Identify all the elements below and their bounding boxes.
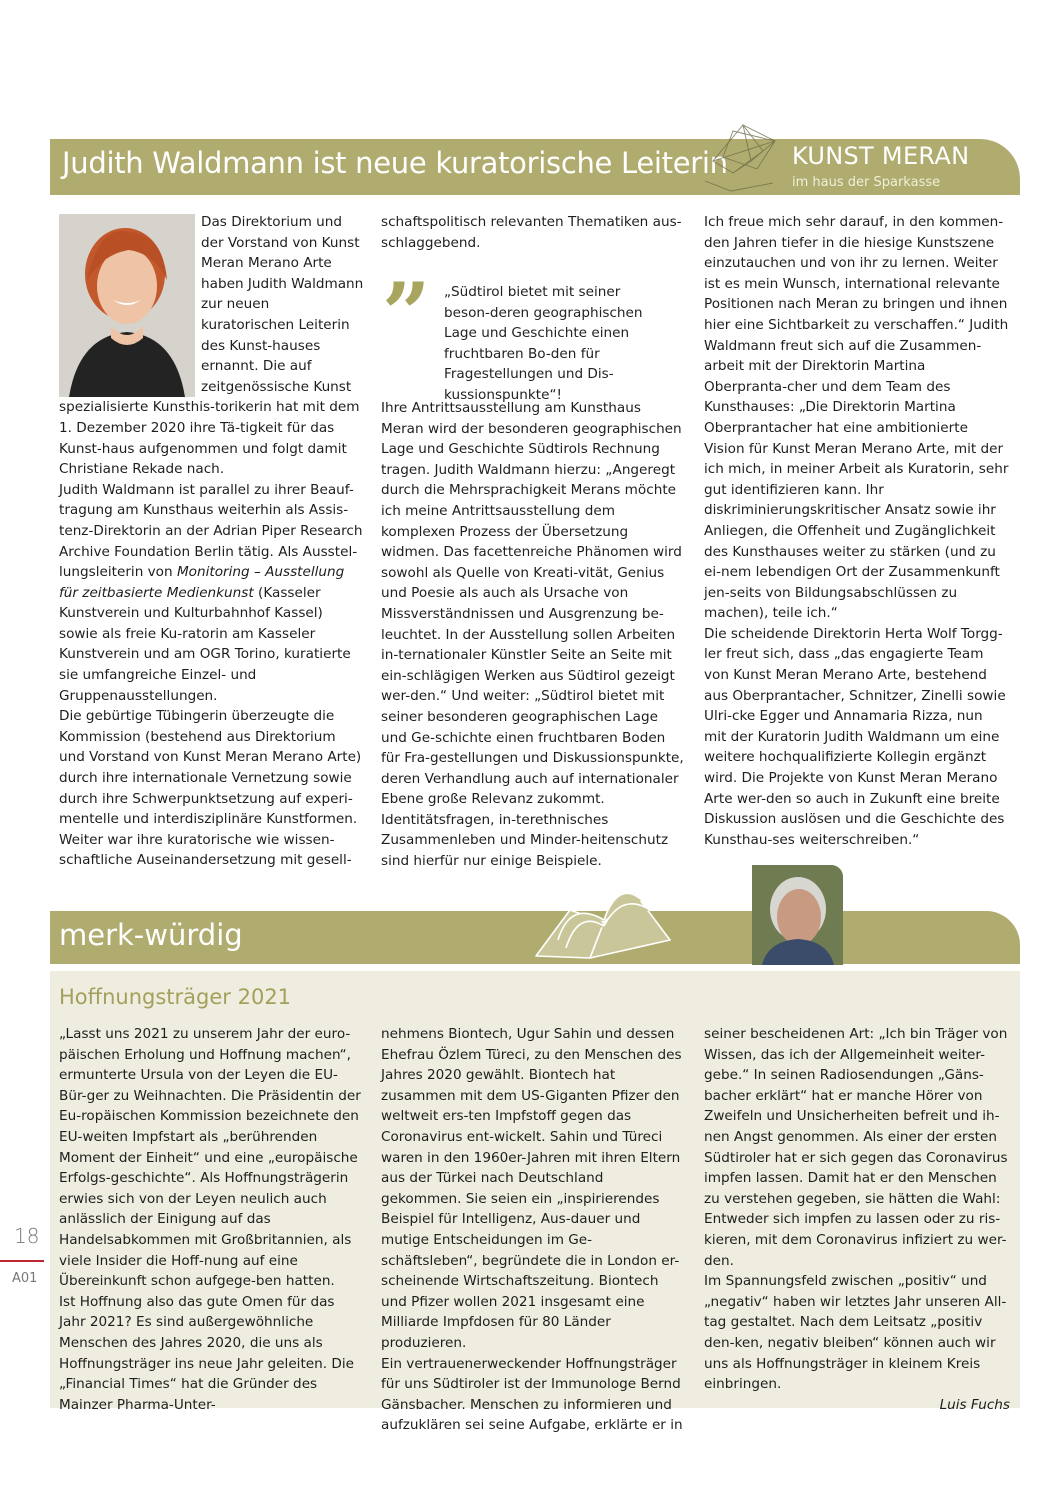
brand-name: KUNST MERAN: [792, 142, 970, 170]
article2-paragraph: Ein vertrauenerweckender Hoffnungsträger für uns Südtiroler ist der Immunologe Bernd Gänsbacher. Menschen zu informieren und aufzuklären sei seine Aufgabe, erklärte er in: [381, 1355, 683, 1434]
article2-column-2: [381, 1024, 686, 1436]
article1-column-1: [59, 212, 364, 871]
article1-paragraph: Die gebürtige Tübingerin überzeugte die Kommission (bestehend aus Direktorium und Vorstand von Kunst Meran Merano Arte) durch ihre internationale Vernetzung sowie durch ihre Schwerpunktsetzung auf experi-mentelle und interdisziplinäre Kunstformen. Weiter war ihre kuratorische wie wissen-schaftliche Auseinandersetzung mit gesell-: [59, 708, 362, 869]
article1-paragraph: schaftspolitisch relevanten Thematiken aus-schlaggebend.: [381, 214, 682, 251]
article2-paragraph: „Lasst uns 2021 zu unserem Jahr der euro-päischen Erholung und Hoffnung machen“, ermunterte Ursula von der Leyen die EU-Bür-ger zu Weihnachten. Die Präsidentin der Eu-ropäischen Kommission bezeichnete den EU-weiten Impfstart als „berührenden Moment der Einheit“ und eine „europäische Erfolgs-geschichte“. Als Hoffnungsträgerin erwies sich von der Leyen neulich auch anlässlich der Einigung auf das Handelsabkommen mit Großbritannien, als viele Insider die Hoff-nung auf eine Übereinkunft schon aufgege-ben hatten.: [59, 1026, 361, 1290]
article2-column-3: [704, 1024, 1010, 1415]
article2-paragraph: seiner bescheidenen Art: „Ich bin Träger von Wissen, das ich der Allgemeinheit weiter-gebe.“ In seinen Radiosendungen „Gäns-bacher erklärt“ hat er manche Hörer von Zweifeln und Unsicherheiten befreit und ih-nen Angst genommen. Als einer der ersten Südtiroler hat er sich gegen das Coronavirus impfen lassen. Damit hat er den Menschen zu verstehen gegeben, sie hätten die Wahl: Entweder sich impfen zu lassen oder zu ris-kieren, mit dem Coronavirus infiziert zu wer-den.: [704, 1026, 1008, 1269]
article1-paragraph: Ich freue mich sehr darauf, in den kommen-den Jahren tiefer in die hiesige Kunstszene einzutauchen und von ihr zu lernen. Weiter ist es mein Wunsch, international relevante Positionen nach Meran zu bringen und ihnen hier eine Sichtbarkeit zu verschaffen.“ Judith Waldmann freut sich auf die Zusammen-arbeit mit der Direktorin Martina Oberpranta-cher und dem Team des Kunsthauses: „Die Direktorin Martina Oberprantacher hat eine ambitionierte Vision für Kunst Meran Merano Arte, mit der ich mich, in meiner Arbeit als Kuratorin, sehr gut identifizieren kann. Ihr diskriminierungskritischer Ansatz sowie ihr Anliegen, die Offenheit und Zugänglichkeit des Kunsthauses weiter zu stärken (und zu ei-nem lebendigen Ort der Zusammenkunft jen-seits von Bildungsabschlüssen zu machen), teile ich.“: [704, 214, 1009, 622]
article1-column-3: [704, 212, 1009, 850]
author-portrait-photo: [752, 865, 843, 965]
page-number: 18: [14, 1224, 40, 1248]
portrait-photo: [59, 214, 195, 397]
open-book-icon: [530, 870, 680, 960]
quote-mark-icon: ”: [382, 264, 431, 363]
article1-column-2: [381, 212, 686, 253]
article2-column-1: [59, 1024, 364, 1415]
pull-quote: „Südtirol bietet mit seiner beson-deren geographischen Lage und Geschichte einen fruchtbaren Bo-den für Fragestellungen und Dis-kussionspunkte“!: [444, 284, 643, 403]
article1-paragraph: Ihre Antrittsausstellung am Kunsthaus Meran wird der besonderen geographischen Lage und Geschichte Südtirols Rechnung tragen. Judith Waldmann hierzu: „Angeregt durch die Mehrsprachigkeit Merans möchte ich meine Antrittsausstellung dem komplexen Prozess der Übersetzung widmen. Das facettenreiche Phänomen wird sowohl als Quelle von Kreati-vität, Genius und Poesie als auch als Ursache von Missverständnissen und Ausgrenzung be-leuchtet. In der Ausstellung sollen Arbeiten in-ternationaler Künstler Seite an Seite mit ein-schlägigen Werken aus Südtirol gezeigt wer-den.“ Und weiter: „Südtirol bietet mit seiner besonderen geographischen Lage und Ge-schichte einen fruchtbaren Boden für Fra-gestellungen und Diskussionspunkte, deren Verhandlung auch auf internationaler Ebene große Relevanz zukommt. Identitätsfragen, in-terethnisches Zusammenleben und Minder-heitenschutz sind hierfür nur einige Beispiele.: [381, 400, 684, 870]
article1-paragraph: Judith Waldmann ist parallel zu ihrer Beauf-tragung am Kunsthaus weiterhin als Assis-tenz-Direktorin an der Adrian Piper Research Archive Foundation Berlin tätig. Als Ausstel-lungsleiterin von Monitoring – Ausstellung für zeitbasierte Medienkunst (Kasseler Kunstverein und Kulturbahnhof Kassel) sowie als freie Ku-ratorin am Kasseler Kunstverein und am OGR Torino, kuratierte sie umfangreiche Einzel- und Gruppenausstellungen.: [59, 481, 363, 704]
kunst-meran-logo-icon: [703, 121, 795, 197]
author-name: Luis Fuchs: [939, 1396, 1010, 1413]
section-title: merk-würdig: [59, 918, 243, 952]
article-title: Judith Waldmann ist neue kuratorische Leiterin: [62, 146, 728, 180]
article1-paragraph: Die scheidende Direktorin Herta Wolf Torgg-ler freut sich, dass „das engagierte Team von Kunst Meran Merano Arte, bestehend aus Oberprantacher, Schnitzer, Zinelli sowie Ulri-cke Egger und Annamaria Rizza, nun mit der Kuratorin Judith Waldmann um eine weitere hochqualifizierte Kollegin ergänzt wird. Die Projekte von Kunst Meran Merano Arte wer-den so auch in Zukunft eine breite Diskussion auslösen und die Geschichte des Kunsthau-ses weiterschreiben.“: [704, 625, 1006, 848]
article2-paragraph: nehmens Biontech, Ugur Sahin und dessen Ehefrau Özlem Türeci, zu den Menschen des Jahres 2020 gewählt. Biontech hat zusammen mit dem US-Giganten Pfizer den weltweit ers-ten Impfstoff gegen das Coronavirus ent-wickelt. Sahin und Türeci waren in den 1960er-Jahren mit ihren Eltern aus der Türkei nach Deutschland gekommen. Sie seien ein „inspirierendes Beispiel für Intelligenz, Aus-dauer und mutige Entscheidungen im Ge-schäftsleben“, begründete die in London er-scheinende Wirtschaftszeitung. Biontech und Pfizer wollen 2021 insgesamt eine Milliarde Impfdosen für 80 Länder produzieren.: [381, 1026, 682, 1351]
article1-intro: Das Direktorium und der Vorstand von Kunst Meran Merano Arte haben Judith Waldmann zur neuen kuratorischen Leiterin des Kunst-hauses ernannt. Die auf zeitgenössische Kunst spezialisierte Kunsthis-torikerin hat mit dem 1. Dezember 2020 ihre Tä-tigkeit für das Kunst-haus aufgenommen und folgt damit Christiane Rekade nach.: [59, 214, 364, 478]
article2-paragraph: Ist Hoffnung also das gute Omen für das Jahr 2021? Es sind außergewöhnliche Menschen des Jahres 2020, die uns als Hoffnungsträger ins neue Jahr geleiten. Die „Financial Times“ hat die Gründer des Mainzer Pharma-Unter-: [59, 1293, 355, 1413]
page-code: A01: [12, 1271, 38, 1286]
article2-title: Hoffnungsträger 2021: [59, 985, 292, 1009]
article2-paragraph: Im Spannungsfeld zwischen „positiv“ und „negativ“ haben wir letztes Jahr unseren All-tag gestaltet. Nach dem Leitsatz „positiv den-ken, negativ bleiben“ können auch wir uns als Hoffnungsträger in kleinem Kreis einbringen.: [704, 1273, 1007, 1393]
brand-subtitle: im haus der Sparkasse: [792, 175, 941, 190]
page-divider: [0, 1260, 44, 1262]
